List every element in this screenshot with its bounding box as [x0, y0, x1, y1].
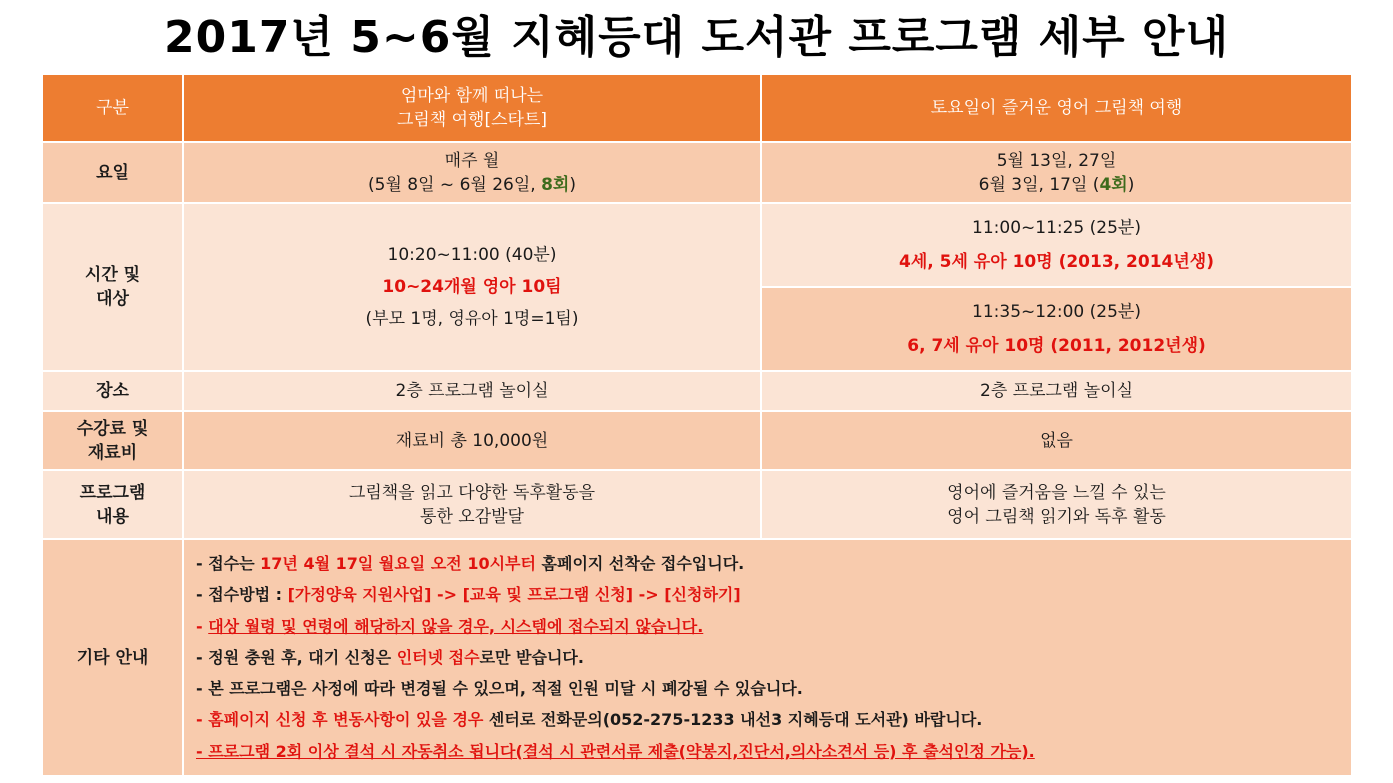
day-program-2-close: ): [1127, 174, 1135, 195]
day-program-2-count: 4회: [1099, 174, 1128, 195]
note-4-a: - 정원 충원 후, 대기 신청은: [196, 647, 397, 667]
day-program-2: [761, 142, 1352, 203]
header-program-2: 토요일이 즐거운 영어 그림책 여행: [761, 74, 1352, 142]
note-2-b: [가정양육 지원사업] -> [교육 및 프로그램 신청] -> [신청하기]: [287, 585, 741, 605]
note-1-a: - 접수는: [196, 554, 261, 573]
fee-program-1: 재료비 총 10,000원: [183, 411, 761, 470]
row-label-fee-line1: 수강료 및: [76, 418, 149, 439]
day-program-2-dates: 6월 3일, 17일 (: [978, 174, 1100, 195]
program-table: [41, 73, 1353, 777]
note-4-b: 인터넷 접수: [396, 647, 480, 667]
note-3-a: -: [196, 616, 209, 636]
note-6: [196, 704, 1339, 735]
time-program-1-note: (부모 1명, 영유아 1명=1팀): [365, 309, 579, 329]
time-program-2b-time: 11:35~12:00 (25분): [972, 302, 1141, 322]
row-label-fee: [42, 411, 183, 470]
note-3-b: 대상 월령 및 연령에 해당하지 않을 경우, 시스템에 접수되지 않습니다.: [208, 616, 704, 636]
note-2: [196, 579, 1339, 610]
note-1-b: 17년 4월 17일 월요일 오전 10시부터: [260, 554, 536, 573]
note-4-c: 로만 받습니다.: [479, 647, 584, 667]
content-program-2-line1: 영어에 즐거움을 느낄 수 있는: [947, 482, 1166, 503]
time-program-2a-target: 4세, 5세 유아 10명 (2013, 2014년생): [899, 252, 1214, 272]
day-program-2-line1: 5월 13일, 27일: [996, 150, 1117, 171]
row-day: [42, 142, 1352, 203]
note-3: [196, 611, 1339, 642]
row-label-fee-line2: 재료비: [87, 442, 138, 463]
row-label-content-line2: 내용: [96, 506, 129, 527]
time-program-1-target: 10~24개월 영아 10팀: [382, 277, 562, 297]
day-program-1-close: ): [569, 174, 576, 195]
row-label-day: 요일: [42, 142, 183, 203]
time-program-1: [183, 203, 761, 371]
day-program-1: [183, 142, 761, 203]
header-program-1: [183, 74, 761, 142]
row-place: [42, 371, 1352, 411]
day-program-1-line2: [190, 173, 754, 197]
content-program-2-line2: 영어 그림책 읽기와 독후 활동: [947, 506, 1166, 527]
place-program-1: 2층 프로그램 놀이실: [183, 371, 761, 411]
note-1: [196, 548, 1339, 579]
note-7: - 프로그램 2회 이상 결석 시 자동취소 됩니다(결석 시 관련서류 제출(약봉지,진단서,의사소견서 등) 후 출석인정 가능).: [196, 741, 1035, 761]
row-fee: [42, 411, 1352, 470]
fee-program-2: 없음: [761, 411, 1352, 470]
etc-notes: [183, 539, 1352, 776]
row-label-place: 장소: [42, 371, 183, 411]
content-program-1: [183, 470, 761, 539]
row-label-etc: 기타 안내: [42, 539, 183, 776]
row-label-content-line1: 프로그램: [79, 482, 146, 503]
day-program-1-line1: 매주 월: [444, 150, 500, 171]
place-program-2: 2층 프로그램 놀이실: [761, 371, 1352, 411]
content-program-2: [761, 470, 1352, 539]
header-category: 구분: [42, 74, 183, 142]
time-program-2-session-2: [761, 287, 1352, 371]
row-label-content: [42, 470, 183, 539]
row-content: [42, 470, 1352, 539]
row-label-time-line1: 시간 및: [84, 265, 141, 285]
time-program-2b-target: 6, 7세 유아 10명 (2011, 2012년생): [907, 336, 1206, 356]
time-program-1-time: 10:20~11:00 (40분): [387, 245, 557, 265]
note-1-c: 홈페이지 선착순 접수입니다.: [535, 554, 745, 573]
header-program-1-line1: 엄마와 함께 떠나는: [400, 86, 544, 106]
day-program-2-line2: [768, 173, 1345, 197]
note-2-a: - 접수방법 :: [196, 585, 288, 605]
header-program-1-line2: 그림책 여행[스타트]: [396, 110, 548, 130]
row-label-time-line2: 대상: [96, 289, 129, 309]
row-etc: [42, 539, 1352, 776]
page-title: 2017년 5~6월 지혜등대 도서관 프로그램 세부 안내: [163, 12, 1230, 63]
day-program-1-dates: (5월 8일 ~ 6월 26일,: [368, 174, 542, 195]
header-row: [42, 74, 1352, 142]
time-program-2a-time: 11:00~11:25 (25분): [972, 218, 1141, 238]
day-program-1-count: 8회: [541, 174, 570, 195]
content-program-1-line2: 통한 오감발달: [420, 506, 524, 527]
note-5: - 본 프로그램은 사정에 따라 변경될 수 있으며, 적절 인원 미달 시 폐강될 수 있습니다.: [196, 679, 803, 699]
content-program-1-line1: 그림책을 읽고 다양한 독후활동을: [348, 482, 596, 503]
row-time-a: [42, 203, 1352, 287]
note-6-a: - 홈페이지 신청 후 변동사항이 있을 경우: [196, 710, 484, 730]
note-4: [196, 642, 1339, 673]
time-program-2-session-1: [761, 203, 1352, 287]
note-6-b: 센터로 전화문의(052-275-1233 내선3 지혜등대 도서관) 바랍니다.: [483, 710, 983, 730]
row-label-time: [42, 203, 183, 371]
